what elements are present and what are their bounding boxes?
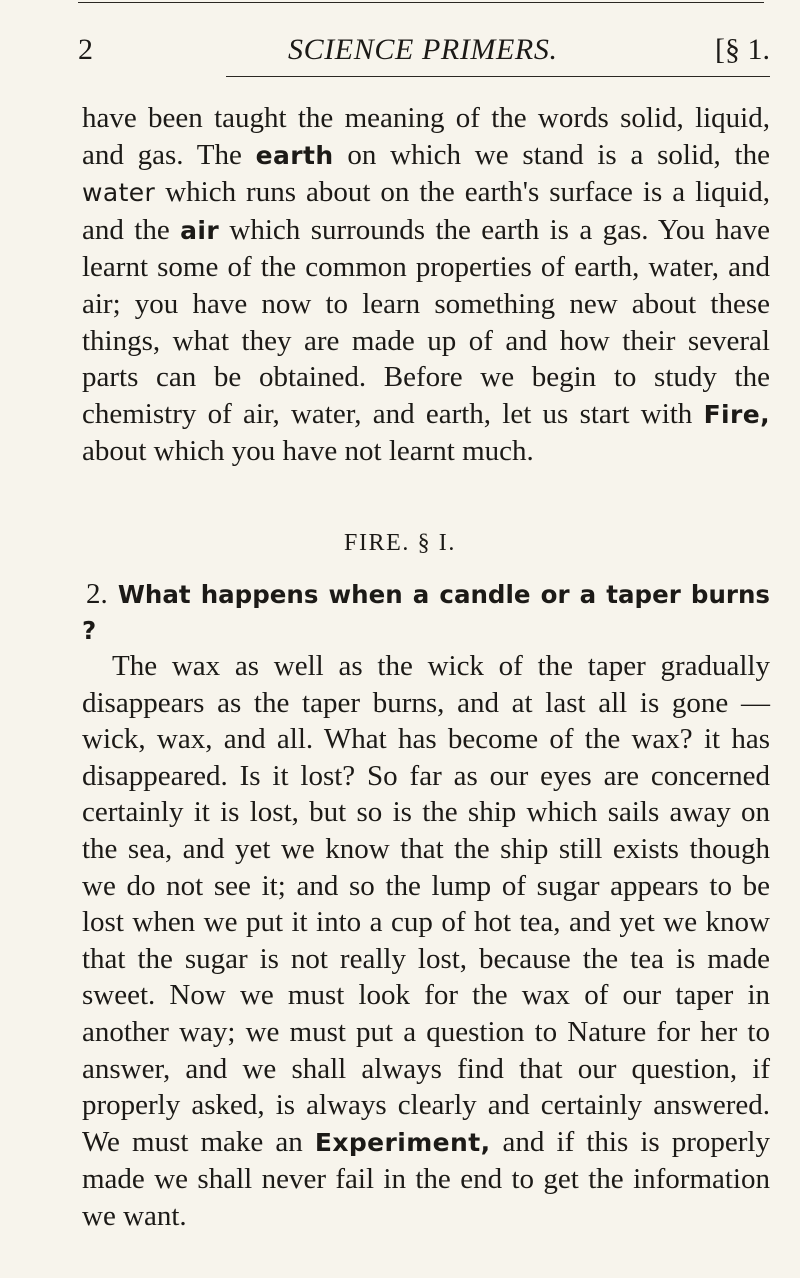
answer-paragraph <box>82 648 770 1235</box>
keyword-water: water <box>82 178 156 208</box>
question-number: 2. <box>86 578 108 610</box>
header-rule <box>226 76 770 77</box>
keyword-earth: earth <box>255 140 334 170</box>
intro-text-2: on which we stand is a solid, the <box>333 138 770 171</box>
intro-text-3: which runs about on the earth's surface is a liquid, and the <box>82 176 770 246</box>
keyword-air: air <box>180 215 220 245</box>
intro-text-1: have been taught the meaning of the words solid, liquid, and gas. The <box>82 102 770 171</box>
question-heading <box>82 576 770 649</box>
running-head <box>78 30 770 70</box>
intro-text-5: about which you have not learnt much. <box>82 435 534 468</box>
running-title: SCIENCE PRIMERS. <box>288 33 558 66</box>
section-reference: [§ 1. <box>715 33 770 66</box>
answer-text-1: The wax as well as the wick of the taper gradually disappears as the taper burns, and at last all is gone —wick, wax, and all. What has become of the wax? it has disappeared. Is it lost? So far as our eyes are concerned certainly it is lost, but so is the ship which sails away on the sea, and yet we know that the ship still exists though we do not see it; and so the lump of sugar appears to be lost when we put it into a cup of hot tea, and yet we know that the sugar is not really lost, because the tea is made sweet. Now we must look for the wax of our taper in another way; we must put a question to Nature for her to answer, and we shall always find that our question, if properly asked, is always clearly and certainly answered. We must make an <box>82 650 770 1158</box>
keyword-experiment: Experiment, <box>314 1127 491 1157</box>
keyword-fire: Fire, <box>703 399 770 429</box>
top-rule <box>78 2 764 3</box>
intro-text-4: which surrounds the earth is a gas. You have learnt some of the common properties of earth, water, and air; you have now to learn something new about these things, what they are made up of and how their several parts can be obtained. Before we begin to study the chemistry of air, water, and earth, let us start with <box>82 213 770 430</box>
answer-text-2: and if this is properly made we shall never fail in the end to get the information we want. <box>82 1125 770 1232</box>
section-heading: FIRE. § I. <box>344 530 456 556</box>
question-text: What happens when a candle or a taper burns ? <box>82 580 770 645</box>
intro-paragraph <box>82 100 770 470</box>
page-number: 2 <box>78 33 93 66</box>
